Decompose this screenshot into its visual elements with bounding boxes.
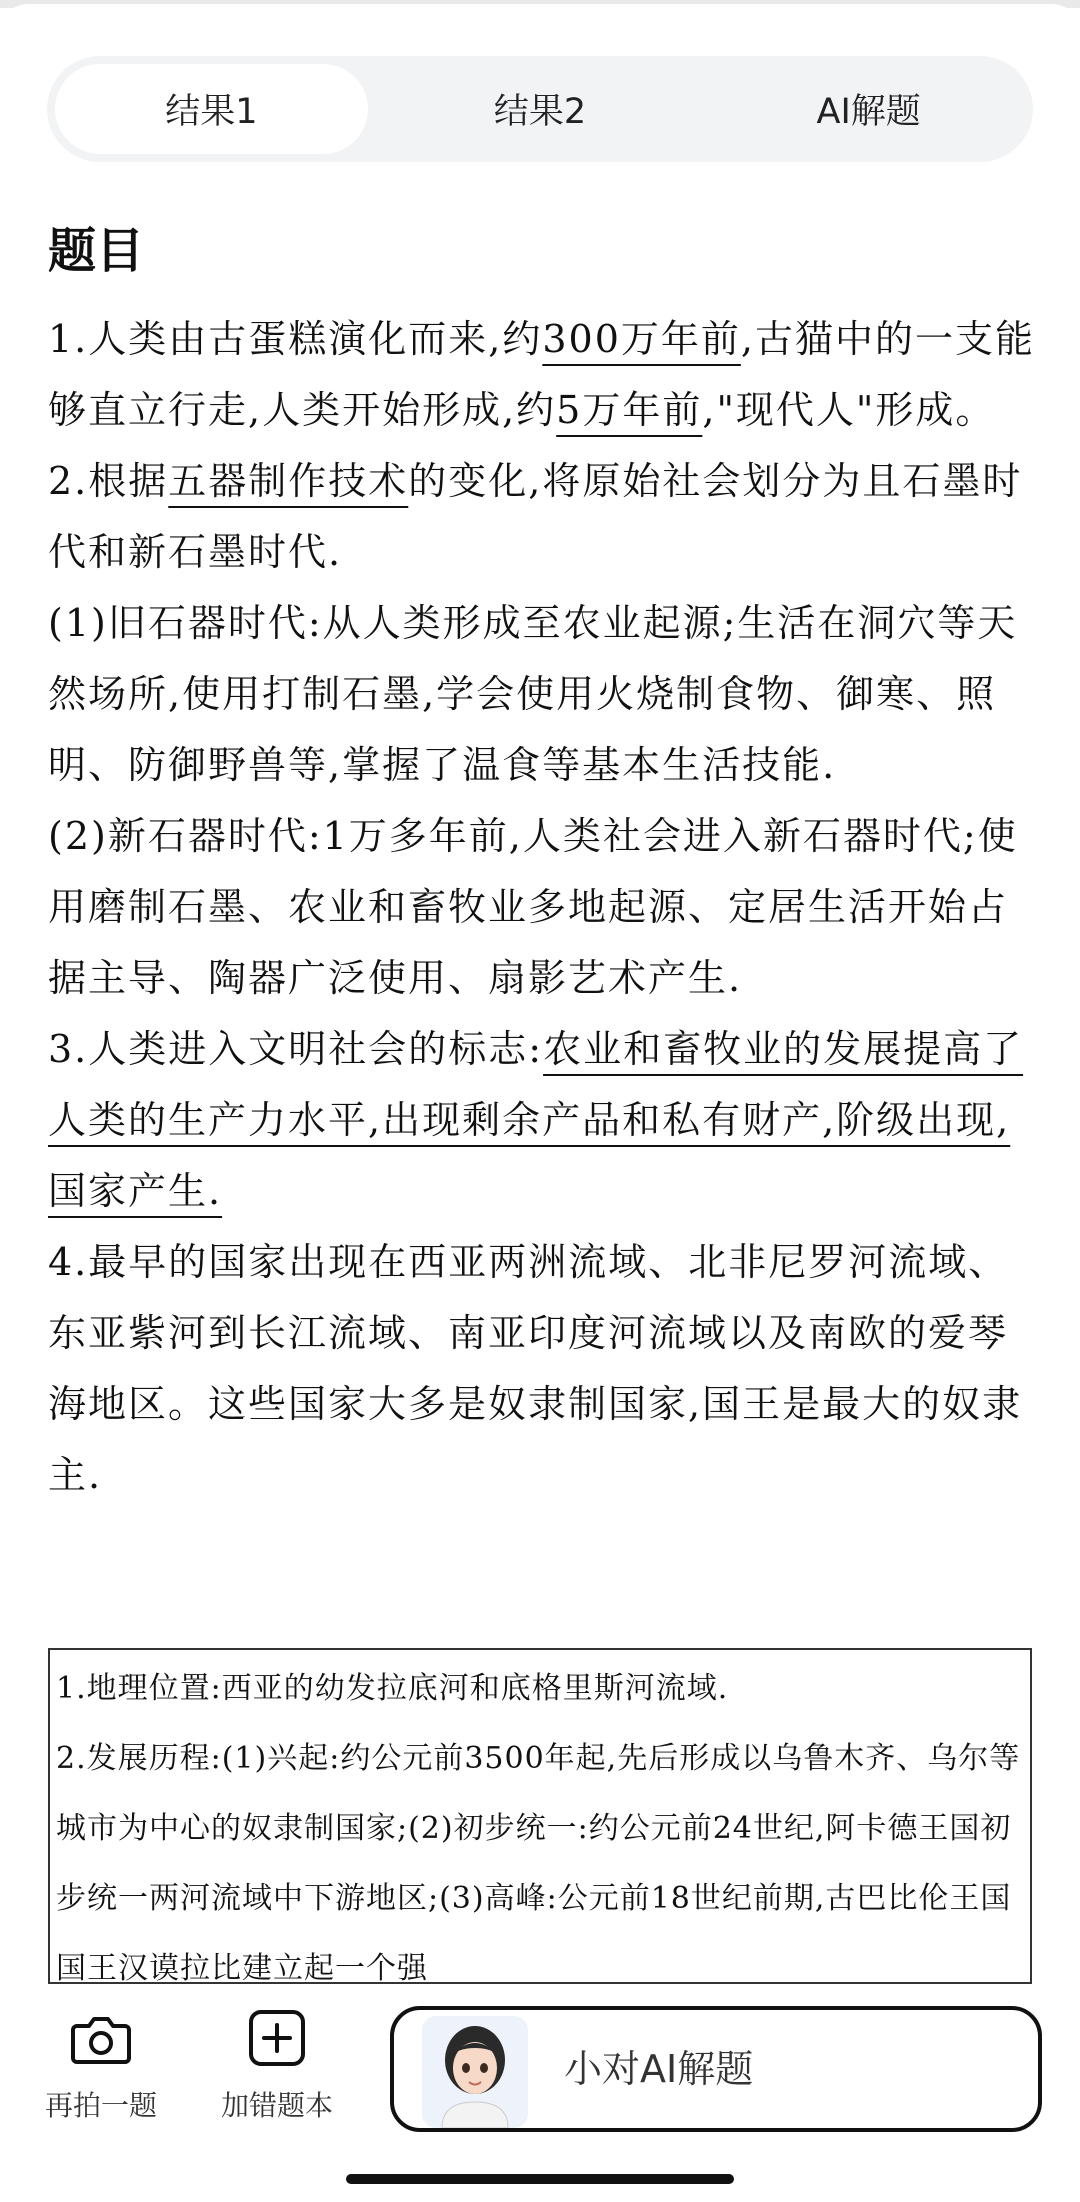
text-span: 3.人类进入文明社会的标志: [48, 1027, 544, 1071]
home-indicator [346, 2174, 734, 2184]
retake-button[interactable] [26, 2006, 176, 2124]
paragraph-2 [48, 446, 1038, 588]
assistant-avatar [422, 2016, 528, 2128]
paragraph-3: (1)旧石器时代:从人类形成至农业起源;生活在洞穴等天然场所,使用打制石墨,学会使用火烧制食物、御寒、照明、防御野兽等,掌握了温食等基本生活技能. [48, 601, 1018, 787]
retake-label: 再拍一题 [44, 2089, 157, 2122]
camera-icon [69, 2006, 133, 2070]
paragraph-1 [48, 304, 1038, 446]
underlined-text: 五器制作技术 [168, 459, 409, 503]
result-tabs [47, 56, 1033, 162]
tab-result-1[interactable]: 结果1 [55, 64, 368, 154]
text-span: ,"现代人"形成。 [702, 388, 996, 432]
text-span: ,古猫中的一支能够直立行走,人类开始形成,约 [48, 317, 1035, 432]
box-paragraph-1: 1.地理位置:西亚的幼发拉底河和底格里斯河流域. [56, 1671, 729, 1706]
question-text [48, 304, 1038, 1511]
question-heading: 题目 [48, 223, 145, 279]
add-wrong-book-label: 加错题本 [220, 2089, 333, 2122]
underlined-text: 5万年前 [556, 388, 703, 432]
ai-solve-label: 小对AI解题 [564, 2047, 754, 2091]
text-span: 的变化,将原始社会划分为且石墨时代和新石墨时代. [48, 459, 1023, 574]
add-wrong-book-button[interactable] [202, 2006, 352, 2124]
tab-result-2[interactable]: 结果2 [493, 92, 587, 132]
result-sheet [0, 4, 1080, 2202]
paragraph-5 [48, 1014, 1038, 1227]
text-span: 2.根据 [48, 459, 169, 503]
paragraph-4: (2)新石器时代:1万多年前,人类社会进入新石器时代;使用磨制石墨、农业和畜牧业多地起源、定居生活开始占据主导、陶器广泛使用、扇影艺术产生. [48, 814, 1018, 1000]
box-paragraph-2: 2.发展历程:(1)兴起:约公元前3500年起,先后形成以乌鲁木齐、乌尔等城市为中心的奴隶制国家;(2)初步统一:约公元前24世纪,阿卡德王国初步统一两河流域中下游地区;(3)高峰:公元前18世纪前期,古巴比伦王国国王汉谟拉比建立起一个强 [56, 1741, 1021, 1984]
paragraph-6: 4.最早的国家出现在西亚两洲流域、北非尼罗河流域、东亚紫河到长江流域、南亚印度河流域以及南欧的爱琴海地区。这些国家大多是奴隶制国家,国王是最大的奴隶主. [48, 1240, 1023, 1497]
plus-square-icon [245, 2006, 309, 2070]
ai-solve-button[interactable] [390, 2006, 1042, 2132]
text-span: 1.人类由古蛋糕演化而来,约 [48, 317, 543, 361]
underlined-text: 300万年前 [542, 317, 741, 361]
bottom-toolbar [0, 1990, 1080, 2202]
underlined-text: 农业和畜牧业的发展提高了人类的生产力水平,出现剩余产品和私有财产,阶级出现,国家产生. [48, 1027, 1024, 1213]
boxed-notes [48, 1648, 1032, 1984]
tab-ai-solve[interactable]: AI解题 [816, 92, 921, 132]
